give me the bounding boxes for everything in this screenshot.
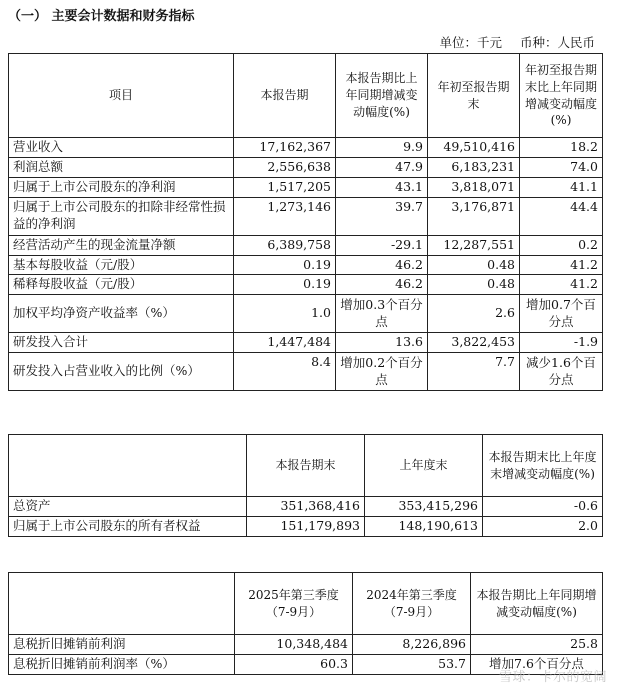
header-cell: 本报告期比上年同期增减变动幅度(%) bbox=[471, 573, 603, 635]
table-row bbox=[9, 138, 603, 158]
cell: 12,287,551 bbox=[428, 235, 520, 255]
cell: 39.7 bbox=[336, 197, 428, 235]
cell: 46.2 bbox=[336, 255, 428, 275]
header-cell: 2025年第三季度（7-9月） bbox=[235, 573, 353, 635]
cell: 增加0.2个百分点 bbox=[336, 353, 428, 391]
cell: 74.0 bbox=[520, 157, 603, 177]
cell: 60.3 bbox=[235, 654, 353, 674]
table-row bbox=[9, 333, 603, 353]
row-label: 利润总额 bbox=[9, 157, 234, 177]
cell: -29.1 bbox=[336, 235, 428, 255]
cell: 17,162,367 bbox=[234, 138, 336, 158]
row-label: 基本每股收益（元/股） bbox=[9, 255, 234, 275]
row-label: 营业收入 bbox=[9, 138, 234, 158]
row-label: 归属于上市公司股东的所有者权益 bbox=[9, 516, 247, 536]
header-cell: 本报告期比上年同期增减变动幅度(%) bbox=[336, 54, 428, 138]
table-header-row bbox=[9, 435, 603, 497]
cell: 9.9 bbox=[336, 138, 428, 158]
cell: 41.2 bbox=[520, 255, 603, 275]
cell: 增加0.3个百分点 bbox=[336, 295, 428, 333]
row-label: 归属于上市公司股东的扣除非经常性损益的净利润 bbox=[9, 197, 234, 235]
cell: 3,176,871 bbox=[428, 197, 520, 235]
cell: 2,556,638 bbox=[234, 157, 336, 177]
cell: 8.4 bbox=[234, 353, 336, 391]
row-label: 加权平均净资产收益率（%） bbox=[9, 295, 234, 333]
cell: 353,415,296 bbox=[365, 497, 483, 517]
cell: 13.6 bbox=[336, 333, 428, 353]
cell: 0.48 bbox=[428, 255, 520, 275]
cell: 46.2 bbox=[336, 275, 428, 295]
cell: 3,822,453 bbox=[428, 333, 520, 353]
cell: 47.9 bbox=[336, 157, 428, 177]
cell: 148,190,613 bbox=[365, 516, 483, 536]
cell: 151,179,893 bbox=[247, 516, 365, 536]
table-row bbox=[9, 177, 603, 197]
cell: 1,517,205 bbox=[234, 177, 336, 197]
header-cell: 年初至报告期末比上年同期增减变动幅度(%) bbox=[520, 54, 603, 138]
cell: 44.4 bbox=[520, 197, 603, 235]
cell: 7.7 bbox=[428, 353, 520, 391]
cell: 0.19 bbox=[234, 275, 336, 295]
balance-sheet-table bbox=[8, 434, 603, 537]
header-cell: 本报告期末 bbox=[247, 435, 365, 497]
unit-label: 单位：千元 bbox=[439, 35, 502, 50]
cell: 43.1 bbox=[336, 177, 428, 197]
cell: 增加0.7个百分点 bbox=[520, 295, 603, 333]
cell: 0.48 bbox=[428, 275, 520, 295]
ebitda-table bbox=[8, 572, 603, 675]
header-cell: 本报告期 bbox=[234, 54, 336, 138]
cell: 减少1.6个百分点 bbox=[520, 353, 603, 391]
section-heading: （一） 主要会计数据和财务指标 bbox=[8, 9, 195, 24]
row-label: 息税折旧摊销前利润 bbox=[9, 635, 235, 655]
table-row bbox=[9, 157, 603, 177]
table-row bbox=[9, 635, 603, 655]
header-cell bbox=[9, 435, 247, 497]
table-row bbox=[9, 353, 603, 391]
table-header-row bbox=[9, 54, 603, 138]
currency-label: 币种：人民币 bbox=[519, 35, 595, 50]
row-label: 息税折旧摊销前利润率（%） bbox=[9, 654, 235, 674]
cell: 18.2 bbox=[520, 138, 603, 158]
cell: 351,368,416 bbox=[247, 497, 365, 517]
cell: 增加7.6个百分点 bbox=[471, 654, 603, 674]
table-row bbox=[9, 197, 603, 235]
cell: 2.0 bbox=[483, 516, 603, 536]
cell: 6,183,231 bbox=[428, 157, 520, 177]
watermark: 雪球：卡尔的宽阔 bbox=[498, 670, 607, 686]
cell: 41.1 bbox=[520, 177, 603, 197]
table-row bbox=[9, 497, 603, 517]
cell: 41.2 bbox=[520, 275, 603, 295]
cell: 53.7 bbox=[353, 654, 471, 674]
table-row bbox=[9, 295, 603, 333]
row-label: 研发投入合计 bbox=[9, 333, 234, 353]
cell: 3,818,071 bbox=[428, 177, 520, 197]
row-label: 归属于上市公司股东的净利润 bbox=[9, 177, 234, 197]
header-cell bbox=[9, 573, 235, 635]
cell: -1.9 bbox=[520, 333, 603, 353]
row-label: 研发投入占营业收入的比例（%） bbox=[9, 353, 234, 391]
cell: 0.19 bbox=[234, 255, 336, 275]
cell: 8,226,896 bbox=[353, 635, 471, 655]
key-financials-table bbox=[8, 53, 603, 391]
unit-line bbox=[439, 35, 595, 52]
cell: 25.8 bbox=[471, 635, 603, 655]
table-row bbox=[9, 235, 603, 255]
cell: 1,447,484 bbox=[234, 333, 336, 353]
header-cell: 本报告期末比上年度末增减变动幅度(%) bbox=[483, 435, 603, 497]
cell: 49,510,416 bbox=[428, 138, 520, 158]
cell: 0.2 bbox=[520, 235, 603, 255]
cell: 1.0 bbox=[234, 295, 336, 333]
header-cell: 2024年第三季度（7-9月） bbox=[353, 573, 471, 635]
cell: 6,389,758 bbox=[234, 235, 336, 255]
header-cell: 项目 bbox=[9, 54, 234, 138]
header-cell: 年初至报告期末 bbox=[428, 54, 520, 138]
cell: 10,348,484 bbox=[235, 635, 353, 655]
row-label: 经营活动产生的现金流量净额 bbox=[9, 235, 234, 255]
table-row bbox=[9, 255, 603, 275]
table-header-row bbox=[9, 573, 603, 635]
cell: 1,273,146 bbox=[234, 197, 336, 235]
table-row bbox=[9, 275, 603, 295]
cell: 2.6 bbox=[428, 295, 520, 333]
row-label: 总资产 bbox=[9, 497, 247, 517]
header-cell: 上年度末 bbox=[365, 435, 483, 497]
table-row bbox=[9, 516, 603, 536]
row-label: 稀释每股收益（元/股） bbox=[9, 275, 234, 295]
cell: -0.6 bbox=[483, 497, 603, 517]
